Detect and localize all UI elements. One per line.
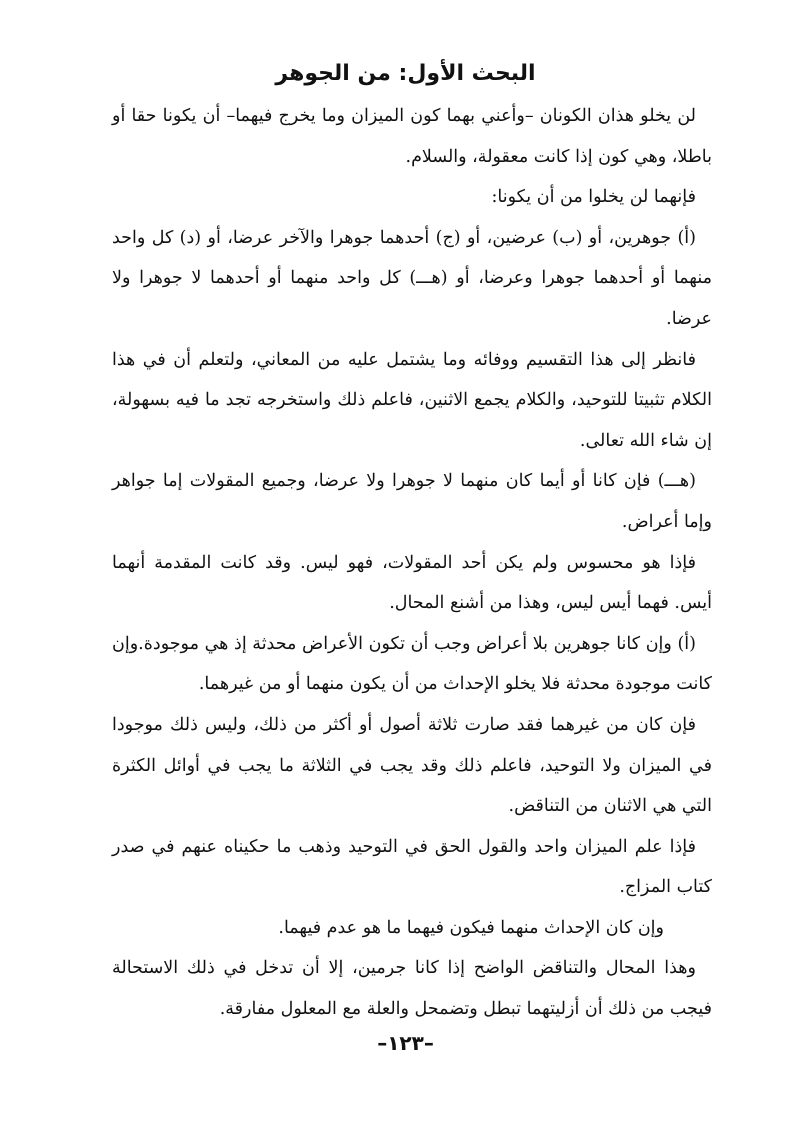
paragraph: (أ) جوهرين، أو (ب) عرضين، أو (ج) أحدهما جوهرا والآخر عرضا، أو (د) كل واحد منهما أو أحدهما جوهرا وعرضا، أو (هـــ) كل واحد منهما أو أحدهما لا جوهرا ولا عرضا.	[112, 227, 712, 329]
page-number: –١٢٣–	[377, 1031, 434, 1055]
paragraph: وهذا المحال والتناقض الواضح إذا كانا جرمين، إلا أن تدخل في ذلك الاستحالة فيجب من ذلك أن أزليتهما تبطل وتضمحل والعلة مع المعلول مفارقة.	[112, 958, 712, 1020]
paragraph: (هـــ) فإن كانا أو أيما كان منهما لا جوهرا ولا عرضا، وجميع المقولات إما جواهر وإما أعراض.	[112, 471, 712, 532]
section-title: البحث الأول: من الجوهر	[275, 61, 536, 86]
paragraph: فإنهما لن يخلوا من أن يكونا:	[491, 187, 696, 208]
paragraph: فإذا علم الميزان واحد والقول الحق في التوحيد وذهب ما حكيناه عنهم في صدر كتاب المزاج.	[112, 836, 712, 898]
paragraph: لن يخلو هذان الكونان –وأعني بهما كون الميزان وما يخرج فيهما– أن يكونا حقا أو باطلا، وهي كون إذا كانت معقولة، والسلام.	[112, 106, 712, 167]
body-text	[112, 96, 712, 1030]
paragraph: فإذا هو محسوس ولم يكن أحد المقولات، فهو ليس. وقد كانت المقدمة أنهما أيس. فهما أيس ليس، وهذا من أشنع المحال.	[112, 552, 712, 614]
paragraph: فإن كان من غيرهما فقد صارت ثلاثة أصول أو أكثر من ذلك، وليس ذلك موجودا في الميزان ولا التوحيد، فاعلم ذلك وقد يجب في الثلاثة ما يجب في أوائل الكثرة التي هي الاثنان من التناقض.	[112, 714, 712, 817]
paragraph: وإن كان الإحداث منهما فيكون فيهما ما هو عدم فيهما.	[278, 917, 664, 938]
paragraph: فانظر إلى هذا التقسيم ووفائه وما يشتمل عليه من المعاني، ولتعلم أن في هذا الكلام تثبيتا للتوحيد، والكلام يجمع الاثنين، فاعلم ذلك واستخرجه تجد ما فيه بسهولة، إن شاء الله تعالى.	[112, 349, 712, 451]
paragraph: (أ) وإن كانا جوهرين بلا أعراض وجب أن تكون الأعراض محدثة إذ هي موجودة.وإن كانت موجودة محدثة فلا يخلو الإحداث من أن يكون منهما أو من غيرهما.	[112, 633, 712, 695]
